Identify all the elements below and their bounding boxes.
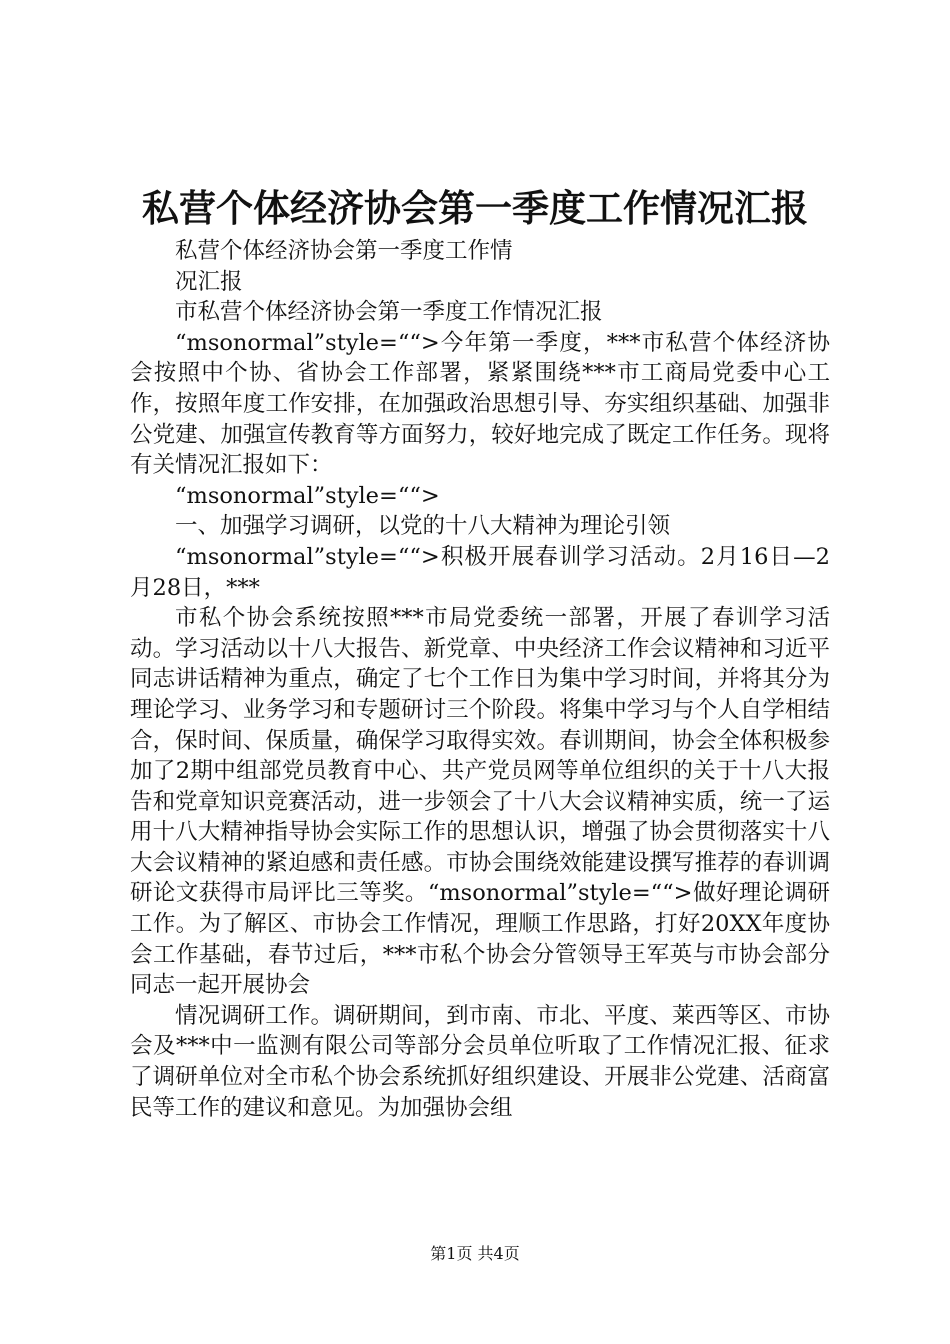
section-heading: 一、加强学习调研，以党的十八大精神为理论引领: [175, 513, 671, 540]
paragraph: 市私个协会系统按照***市局党委统一部署，开展了春训学习活动。学习活动以十八大报告、新党章、中央经济工作会议精神和习近平同志讲话精神为重点，确定了七个工作日为集中学习时间，并将其分为理论学习、业务学习和专题研讨三个阶段。将集中学习与个人自学相结合，保时间、保质量，确保学习取得实效。春训期间，协会全体积极参加了2期中组部党员教育中心、共产党员网等单位组织的关于十八大报告和党章知识竞赛活动，进一步领会了十八大会议精神实质，统一了运用十八大精神指导协会实际工作的思想认识，增强了协会贯彻落实十八大会议精神的紧迫感和责任感。市协会围绕效能建设撰写推荐的春训调研论文获得市局评比三等奖。“msonormal”style=““>做好理论调研工作。为了解区、市协会工作情况，理顺工作思路，打好20XX年度协会工作基础，春节过后，***市私个协会分管领导王军英与市协会部分同志一起开展协会: [130, 605, 830, 999]
paragraph: “msonormal”style=““>积极开展春训学习活动。2月16日—2月28日，***: [130, 543, 830, 601]
page-number-footer: 第1页 共4页: [430, 1244, 520, 1263]
paragraph: 市私营个体经济协会第一季度工作情况汇报: [175, 299, 603, 326]
paragraph: 私营个体经济协会第一季度工作情: [175, 238, 513, 264]
document-body: [130, 236, 830, 1123]
paragraph: 情况调研工作。调研期间，到市南、市北、平度、莱西等区、市协会及***中一监测有限公司等部分会员单位听取了工作情况汇报、征求了调研单位对全市私个协会系统抓好组织建设、开展非公党建、活商富民等工作的建议和意见。为加强协会组: [130, 1002, 830, 1121]
paragraph: “msonormal”style=““>今年第一季度，***市私营个体经济协会按照中个协、省协会工作部署，紧紧围绕***市工商局党委中心工作，按照年度工作安排，在加强政治思想引导、夯实组织基础、加强非公党建、加强宣传教育等方面努力，较好地完成了既定工作任务。现将有关情况汇报如下：: [130, 329, 830, 479]
document-title: 私营个体经济协会第一季度工作情况汇报: [142, 186, 808, 230]
paragraph: “msonormal”style=““>: [175, 482, 440, 509]
paragraph: 况汇报: [175, 268, 243, 295]
